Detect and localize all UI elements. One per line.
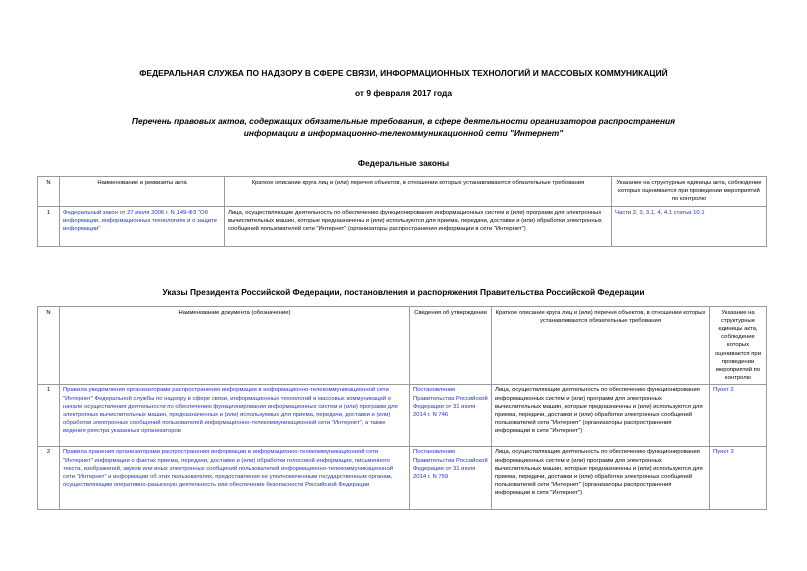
decrees-table — [37, 306, 767, 510]
approval-link[interactable]: Постановление Правительства Российской Федерации от 31 июля 2014 г. N 746 — [410, 384, 492, 446]
column-header-act: Наименование и реквизиты акта — [60, 177, 225, 207]
row-number: 1 — [38, 384, 60, 446]
document-title: Перечень правовых актов, содержащих обязательные требования, в сфере деятельности организаторов распространения информации в информационно-телекоммуникационной сети "Интернет" — [131, 116, 676, 138]
row-description: Лица, осуществляющие деятельность по обеспечению функционирования информационных систем и (или) программ для электронных вычислительных машин, которые предназначены и (или) используются для приема, передачи, доставки и (или) обработки электронных сообщений пользователей сети "Интернет" (организаторы распространения информации в сети "Интернет") — [492, 446, 710, 509]
table-header-row — [38, 307, 767, 385]
organization-header: ФЕДЕРАЛЬНАЯ СЛУЖБА ПО НАДЗОРУ В СФЕРЕ СВЯЗИ, ИНФОРМАЦИОННЫХ ТЕХНОЛОГИЙ И МАССОВЫХ КОММУНИКАЦИЙ — [139, 68, 668, 78]
table-row — [38, 207, 767, 247]
table-row — [38, 384, 767, 446]
units-link[interactable]: Пункт 2 — [710, 384, 767, 446]
document-name-link[interactable]: Правила хранения организаторами распространения информации в информационно-телекоммуникационной сети "Интернет" информации о фактах приема, передачи, доставки и (или) обработки голосовой информации, письменного текста, изображений, звуков или иных электронных сообщений пользователей информационно-телекоммуникационной сети "Интернет" и информации об этих пользователях, предоставления ее уполномоченным государственным органам, осуществляющим оперативно-разыскную деятельность или обеспечение безопасности Российской Федерации — [60, 446, 410, 509]
units-link[interactable]: Пункт 3 — [710, 446, 767, 509]
row-number: 1 — [38, 207, 60, 247]
approval-link[interactable]: Постановление Правительства Российской Федерации от 31 июля 2014 г. N 759 — [410, 446, 492, 509]
section-title-federal-laws: Федеральные законы — [357, 158, 450, 168]
federal-laws-table — [37, 176, 767, 247]
column-header-description: Краткое описание круга лиц и (или) перечня объектов, в отношении которых устанавливаются обязательные требования — [492, 307, 710, 385]
document-name-link[interactable]: Правила уведомления организаторами распространения информации в информационно-телекоммуникационной сети "Интернет" Федеральной службы по надзору в сфере связи, информационных технологий и массовых коммуникаций о начале осуществления деятельности по обеспечению функционирования информационных систем и (или) программ для электронных вычислительных машин, предназначенных и (или) используемых для приема, передачи, доставки и (или) обработки электронных сообщений пользователей информационно-телекоммуникационной сети "Интернет", а также ведения реестра указанных организаторов — [60, 384, 410, 446]
row-number: 2 — [38, 446, 60, 509]
table-header-row — [38, 177, 767, 207]
units-link[interactable]: Части 2, 3, 3.1, 4, 4.1 статьи 10.1 — [612, 207, 767, 247]
table-row — [38, 446, 767, 509]
column-header-description: Краткое описание круга лиц и (или) перечня объектов, в отношении которых устанавливаются обязательные требования — [225, 177, 612, 207]
section-title-decrees: Указы Президента Российской Федерации, постановления и распоряжения Правительства Российской Федерации — [162, 287, 645, 297]
column-header-units: Указание на структурные единицы акта, соблюдение которых оценивается при проведении мероприятий по контролю — [612, 177, 767, 207]
column-header-number: N — [38, 307, 60, 385]
row-description: Лица, осуществляющие деятельность по обеспечению функционирования информационных систем и (или) программ для электронных вычислительных машин, которые предназначены и (или) используются для приема, передачи, доставки и (или) обработки электронных сообщений пользователей сети "Интернет" (организаторы распространения информации в сети "Интернет") — [492, 384, 710, 446]
column-header-document-name: Наименование документа (обозначение) — [60, 307, 410, 385]
column-header-units: Указание на структурные единицы акта, соблюдение которых оценивается при проведении мероприятий по контролю — [710, 307, 767, 385]
act-link[interactable]: Федеральный закон от 27 июля 2006 г. N 149-ФЗ "Об информации, информационных технологиях и о защите информации" — [60, 207, 225, 247]
column-header-approval: Сведения об утверждении — [410, 307, 492, 385]
document-date: от 9 февраля 2017 года — [355, 88, 452, 98]
column-header-number: N — [38, 177, 60, 207]
row-description: Лица, осуществляющие деятельность по обеспечению функционирования информационных систем и (или) программ для электронных вычислительных машин, которые предназначены и (или) используются для приема, передачи, доставки и (или) обработки электронных сообщений пользователей сети "Интернет" (организаторы распространения информации в сети "Интернет") — [225, 207, 612, 247]
